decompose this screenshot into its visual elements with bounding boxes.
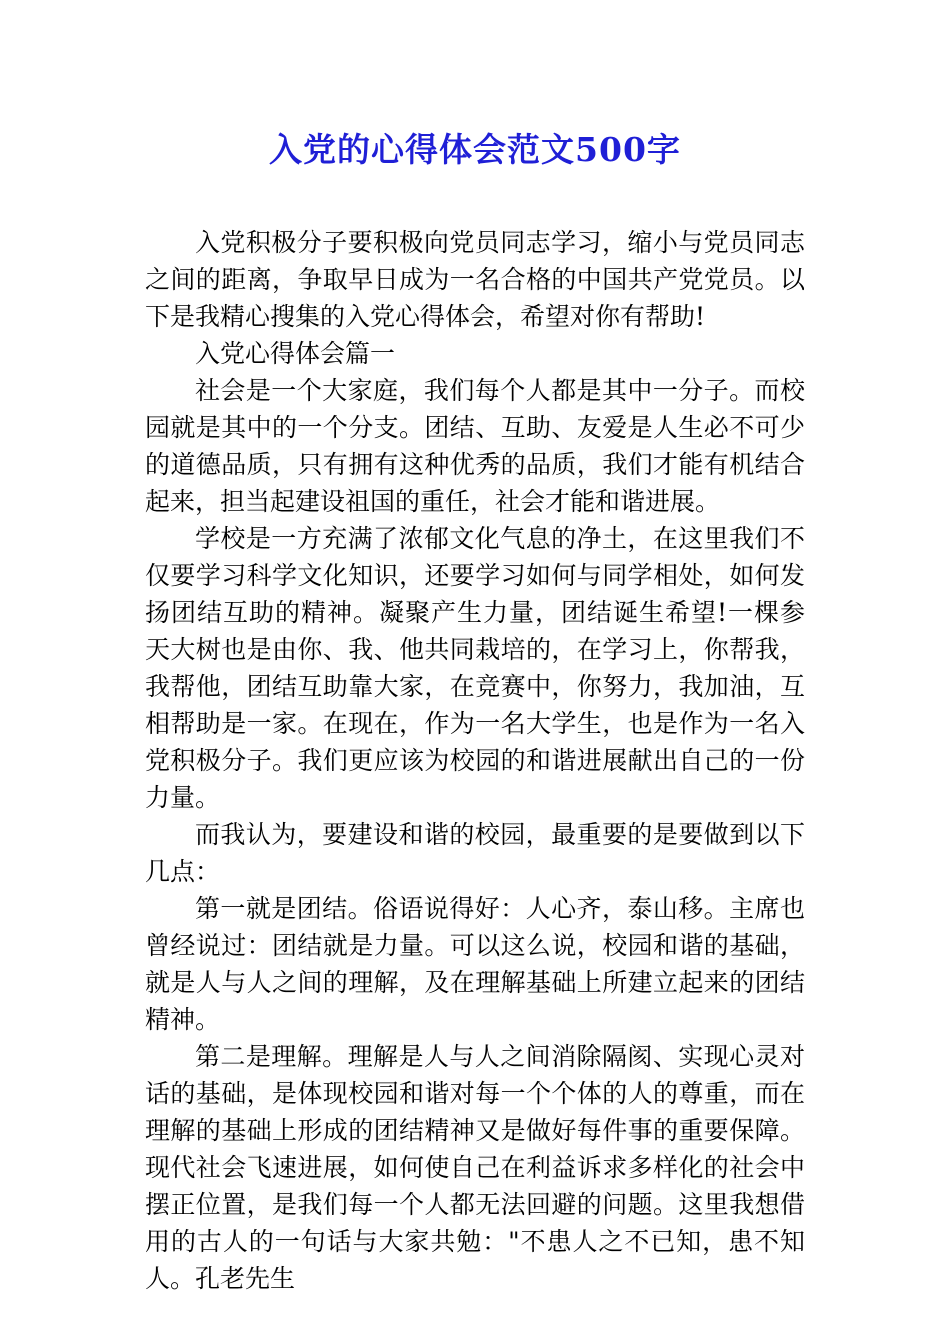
paragraph: 学校是一方充满了浓郁文化气息的净土，在这里我们不仅要学习科学文化知识，还要学习如何与同学相处，如何发扬团结互助的精神。凝聚产生力量，团结诞生希望!一棵参天大树也是由你、我、他共同栽培的，在学习上，你帮我，我帮他，团结互助靠大家，在竞赛中，你努力，我加油，互相帮助是一家。在现在，作为一名大学生，也是作为一名入党积极分子。我们更应该为校园的和谐进展献出自己的一份力量。 <box>145 524 805 812</box>
section-heading: 入党心得体会篇一 <box>195 339 396 368</box>
paragraph: 第二是理解。理解是人与人之间消除隔阂、实现心灵对话的基础，是体现校园和谐对每一个个体的人的尊重，而在理解的基础上形成的团结精神又是做好每件事的重要保障。现代社会飞速进展，如何使自己在利益诉求多样化的社会中摆正位置，是我们每一个人都无法回避的问题。这里我想借用的古人的一句话与大家共勉："不患人之不已知，患不知人。孔老先生 <box>145 1042 805 1293</box>
paragraph: 社会是一个大家庭，我们每个人都是其中一分子。而校园就是其中的一个分支。团结、互助、友爱是人生必不可少的道德品质，只有拥有这种优秀的品质，我们才能有机结合起来，担当起建设祖国的重任，社会才能和谐进展。 <box>145 376 805 516</box>
document-body <box>145 224 805 1297</box>
paragraph: 而我认为，要建设和谐的校园，最重要的是要做到以下几点： <box>145 820 805 886</box>
document-title: 入党的心得体会范文500字 <box>269 130 681 169</box>
paragraph: 第一就是团结。俗语说得好：人心齐，泰山移。主席也曾经说过：团结就是力量。可以这么说，校园和谐的基础，就是人与人之间的理解，及在理解基础上所建立起来的团结精神。 <box>145 894 805 1034</box>
paragraph-intro: 入党积极分子要积极向党员同志学习，缩小与党员同志之间的距离，争取早日成为一名合格的中国共产党党员。以下是我精心搜集的入党心得体会，希望对你有帮助! <box>145 228 805 331</box>
